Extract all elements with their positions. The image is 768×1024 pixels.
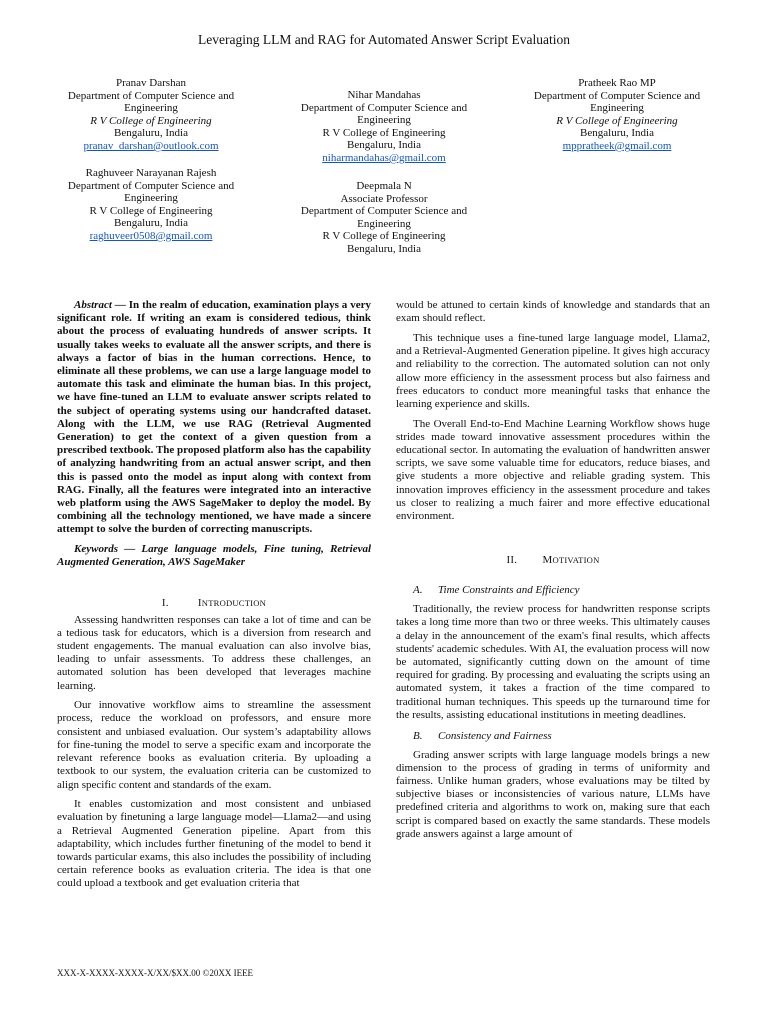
author-dept: Department of Computer Science and Engineering [67, 179, 235, 205]
author-block [284, 180, 484, 256]
left-column [57, 299, 371, 897]
paragraph: Assessing handwritten responses can take a lot of time and can be a tedious task for educators, which is a diversion from research and student engagements. The manual evaluation can also involve bias, leading to unfair assessments. To address these challenges, an automated solution has been developed that leverages machine learning. [57, 613, 371, 692]
author-dept: Department of Computer Science and Engineering [533, 89, 701, 115]
section-title-initial: I [197, 596, 202, 609]
author-city: Bengaluru, India [347, 139, 421, 152]
paragraph: It enables customization and most consistent and unbiased evaluation by finetuning a large language model—Llama2—and using a Retrieval Augmented Generation pipeline. Apart from this adaptability, which includes further finetuning of the model to bend it towards particular exams, this also includes the possibility of including certain reference books as evaluation criteria. The idea is that one could upload a textbook and get evaluation criteria that [57, 798, 371, 890]
subsection-number: B. [413, 729, 423, 742]
author-role: Associate Professor [340, 192, 428, 205]
author-email[interactable]: pranav_darshan@outlook.com [83, 139, 219, 152]
abstract-label: Abstract — [74, 299, 126, 311]
author-city: Bengaluru, India [114, 217, 188, 230]
author-block [51, 167, 251, 243]
author-college: R V College of Engineering [90, 114, 212, 127]
subsection-title: Consistency and Fairness [438, 729, 552, 742]
author-dept: Department of Computer Science and Engineering [300, 101, 468, 127]
author-dept: Department of Computer Science and Engineering [300, 205, 468, 230]
paragraph: The Overall End-to-End Machine Learning Workflow shows huge strides made toward innovative assessment procedures within the educational sector. In automating the evaluation of handwritten answer scripts, we save some valuable time for educators, reduce biases, and give students a more objective and reliable grading system. This innovation improves efficiency in the assessment procedure and takes us closer to realizing a much fairer and more effective educational environment. [396, 417, 710, 523]
author-college: R V College of Engineering [556, 114, 678, 127]
copyright-footer: XXX-X-XXXX-XXXX-X/XX/$XX.00 ©20XX IEEE [57, 968, 254, 978]
author-block [51, 77, 251, 153]
paragraph: Our innovative workflow aims to streamline the assessment process, reduce the workload on professors, and ensure more consistent and unbiased evaluation. Our system’s adaptability allows for fine-tuning the model to serve a specific exam and incorporate the relevant reference books as evaluation criteria. By uploading a textbook to our system, the evaluation criteria can be customized to align specific content and standards of the exam. [57, 699, 371, 791]
author-college: R V College of Engineering [322, 230, 446, 243]
paragraph: This technique uses a fine-tuned large language model, Llama2, and a Retrieval-Augmented Generation pipeline. It gives high accuracy and reliability to the correction. The automated solution can not only allow more efficiency in the assessment process but also fairness and frees educators to conduct more meaningful tasks that enhance the learning experience and skills. [396, 331, 710, 410]
section-heading [57, 596, 371, 610]
author-email[interactable]: mppratheek@gmail.com [562, 139, 672, 152]
author-college: R V College of Engineering [322, 126, 446, 139]
abstract [57, 299, 371, 537]
author-name: Pranav Darshan [116, 77, 186, 89]
author-name: Deepmala N [356, 180, 412, 192]
author-college: R V College of Engineering [89, 204, 213, 217]
paragraph: Grading answer scripts with large language models brings a new dimension to the process of grading in terms of uniformity and fairness. Unlike human graders, whose evaluations may be tilted by subjective biases or inconsistencies of various nature, LLMs have predefined criteria and algorithms to work on, making sure that each script is compared based on exactly the same standards. These models grade answers against a large amount of [396, 748, 710, 840]
paragraph-continuation: would be attuned to certain kinds of knowledge and standards that an exam should reflect. [396, 299, 710, 325]
subsection-heading [396, 583, 710, 597]
section-title-initial: M [542, 554, 553, 567]
author-email[interactable]: raghuveer0508@gmail.com [89, 229, 213, 242]
author-city: Bengaluru, India [114, 127, 188, 140]
author-block [284, 89, 484, 165]
author-email[interactable]: niharmandahas@gmail.com [322, 151, 446, 164]
author-block [517, 77, 717, 153]
right-column [396, 299, 710, 848]
author-city: Bengaluru, India [580, 127, 654, 140]
section-heading [396, 553, 710, 567]
paper-title: Leveraging LLM and RAG for Automated Answer Script Evaluation [198, 32, 570, 47]
abstract-text: In the realm of education, examination plays a very significant role. If writing an exam is considered tedious, think about the process of evaluating hundreds of answer scripts. It usually takes weeks to evaluate all the answer scripts, and there is always a factor of bias in the human corrections. Hence, to eliminate all these problems, we can use a large language model to automate this task and eliminate the human bias. In this project, we have fine-tuned an LLM to evaluate answer scripts related to the subject of operating systems using our handcrafted dataset. Along with the LLM, we use RAG (Retrieval Augmented Generation) to get the context of a given question from a prescribed textbook. The proposed platform also has the capability of analyzing handwriting from an actual answer script, and then this is passed onto the model as input along with context from RAG. Finally, all the features were integrated into an interactive web platform using the AWS SageMaker to deploy the model. By combining all the technology mentioned, we have made a sincere attempt to solve the burden of correcting manuscripts. [57, 299, 371, 536]
keywords-text: Large language models, Fine tuning, Retrieval Augmented Generation, AWS SageMaker [57, 543, 372, 569]
paragraph: Traditionally, the review process for handwritten response scripts takes a long time more than two or three weeks. This ultimately causes a delay in the announcement of the exam's final results, which affects students' academic schedules. With AI, the evaluation process will now be automated, significantly cutting down on the amount of time required for grading. By processing and evaluating the scripts using an automated system, it takes a fraction of the time compared to traditional human techniques. This speeds up the turnaround time for the results, assisting educational institutions in meeting deadlines. [396, 603, 710, 721]
subsection-heading [396, 729, 710, 743]
author-city: Bengaluru, India [347, 242, 421, 255]
section-title-rest: OTIVATION [552, 555, 600, 566]
keywords-label: Keywords — [74, 543, 136, 556]
subsection-number: A. [413, 584, 423, 597]
author-name: Nihar Mandahas [347, 89, 421, 101]
author-name: Raghuveer Narayanan Rajesh [85, 167, 217, 179]
section-number: II. [506, 554, 518, 567]
subsection-title: Time Constraints and Efficiency [438, 584, 580, 597]
author-name: Pratheek Rao MP [578, 77, 656, 89]
keywords [57, 543, 371, 569]
section-number: I. [161, 596, 169, 609]
author-dept: Department of Computer Science and Engineering [67, 89, 235, 115]
section-title-rest: NTRODUCTION [201, 597, 267, 608]
